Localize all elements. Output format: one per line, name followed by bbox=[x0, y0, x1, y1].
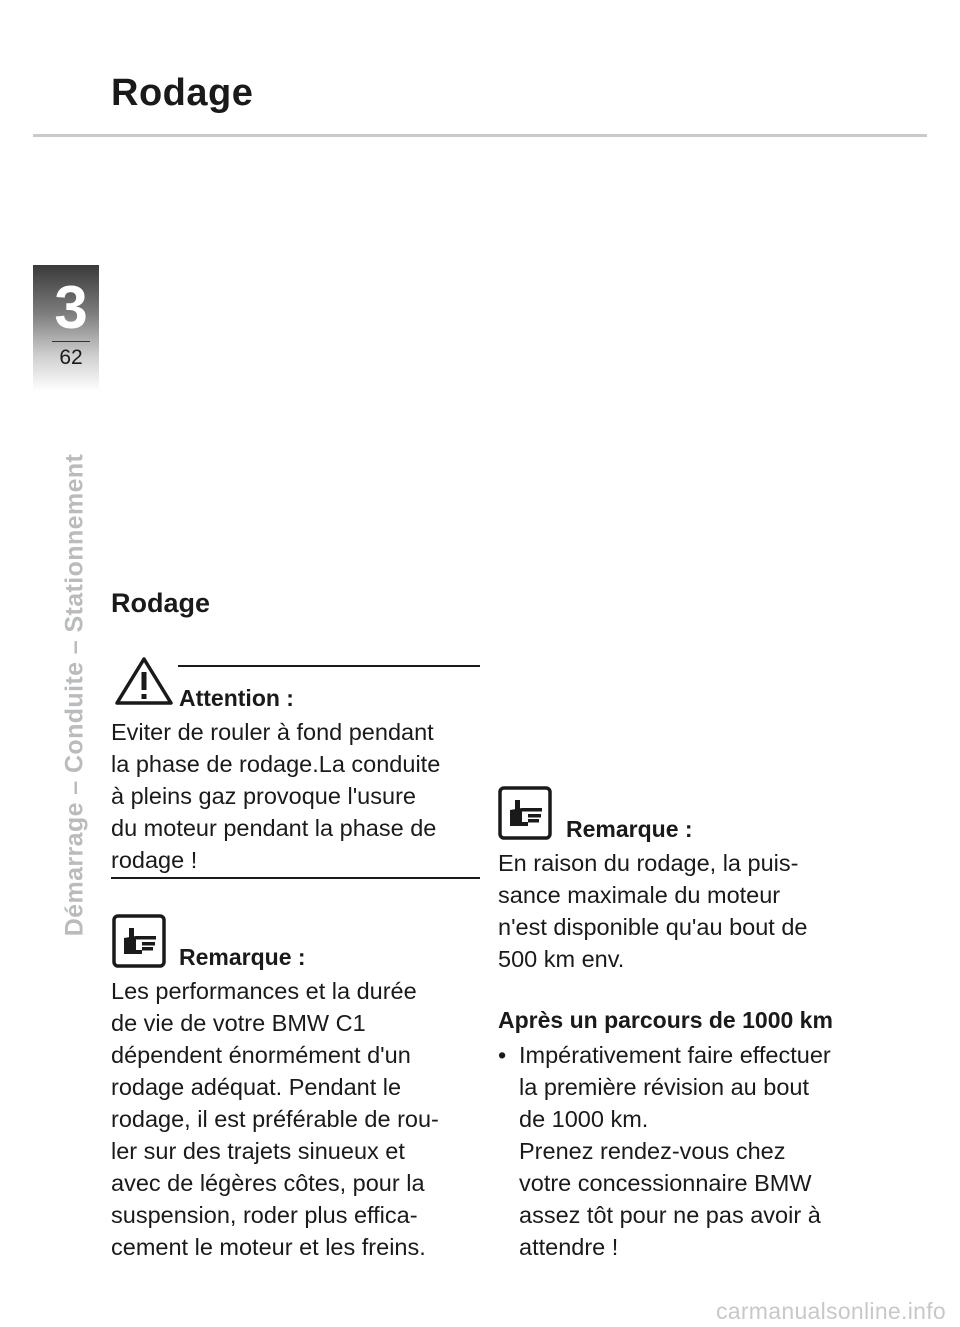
note-line: cement le moteur et les freins. bbox=[111, 1234, 426, 1260]
list-item-line: Prenez rendez-vous chez bbox=[519, 1138, 786, 1164]
attention-line: à pleins gaz provoque l'usure bbox=[111, 783, 416, 809]
page-number: 62 bbox=[59, 346, 83, 369]
page-title: Rodage bbox=[111, 72, 254, 114]
attention-bottom-rule bbox=[111, 877, 480, 879]
list-item-line: votre concessionnaire BMW bbox=[519, 1170, 812, 1196]
list-item-line: Impérativement faire effectuer bbox=[519, 1042, 831, 1068]
note-line: de vie de votre BMW C1 bbox=[111, 1010, 366, 1036]
title-divider bbox=[33, 134, 927, 137]
list-item-text bbox=[519, 1039, 877, 1263]
chapter-divider bbox=[52, 341, 90, 342]
attention-line: du moteur pendant la phase de bbox=[111, 815, 437, 841]
note-line: rodage adéquat. Pendant le bbox=[111, 1074, 402, 1100]
list-item-line: de 1000 km. bbox=[519, 1106, 649, 1132]
attention-line: rodage ! bbox=[111, 847, 198, 873]
list-item-line: la première révision au bout bbox=[519, 1074, 809, 1100]
note-text bbox=[498, 847, 878, 975]
chapter-number: 3 bbox=[54, 274, 88, 341]
attention-top-rule bbox=[178, 665, 480, 667]
subsection-heading: Après un parcours de 1000 km bbox=[498, 1007, 833, 1033]
list-item-line: attendre ! bbox=[519, 1234, 619, 1260]
pointing-hand-note-icon bbox=[498, 786, 552, 845]
bullet-marker: • bbox=[498, 1042, 507, 1068]
note-heading: Remarque : bbox=[566, 816, 693, 842]
note-line: dépendent énormément d'un bbox=[111, 1042, 411, 1068]
note-line: n'est disponible qu'au bout de bbox=[498, 914, 808, 940]
section-heading: Rodage bbox=[111, 588, 211, 618]
note-line: sance maximale du moteur bbox=[498, 882, 781, 908]
note-line: ler sur des trajets sinueux et bbox=[111, 1138, 405, 1164]
note-heading: Remarque : bbox=[179, 944, 306, 970]
note-line: Les performances et la durée bbox=[111, 978, 417, 1004]
attention-heading: Attention : bbox=[179, 685, 294, 711]
watermark: carmanualsonline.info bbox=[715, 1298, 946, 1324]
note-text bbox=[111, 975, 491, 1263]
attention-text bbox=[111, 716, 483, 876]
note-line: avec de légères côtes, pour la bbox=[111, 1170, 425, 1196]
attention-line: Eviter de rouler à fond pendant bbox=[111, 719, 434, 745]
note-line: 500 km env. bbox=[498, 946, 625, 972]
note-line: rodage, il est préférable de rou- bbox=[111, 1106, 439, 1132]
attention-line: la phase de rodage.La conduite bbox=[111, 751, 441, 777]
note-line: En raison du rodage, la puis- bbox=[498, 850, 799, 876]
note-line: suspension, roder plus effica- bbox=[111, 1202, 418, 1228]
list-item-line: assez tôt pour ne pas avoir à bbox=[519, 1202, 821, 1228]
pointing-hand-note-icon bbox=[112, 914, 166, 973]
chapter-side-label: Démarrage – Conduite – Stationnement bbox=[60, 453, 89, 937]
warning-triangle-icon bbox=[114, 656, 174, 711]
